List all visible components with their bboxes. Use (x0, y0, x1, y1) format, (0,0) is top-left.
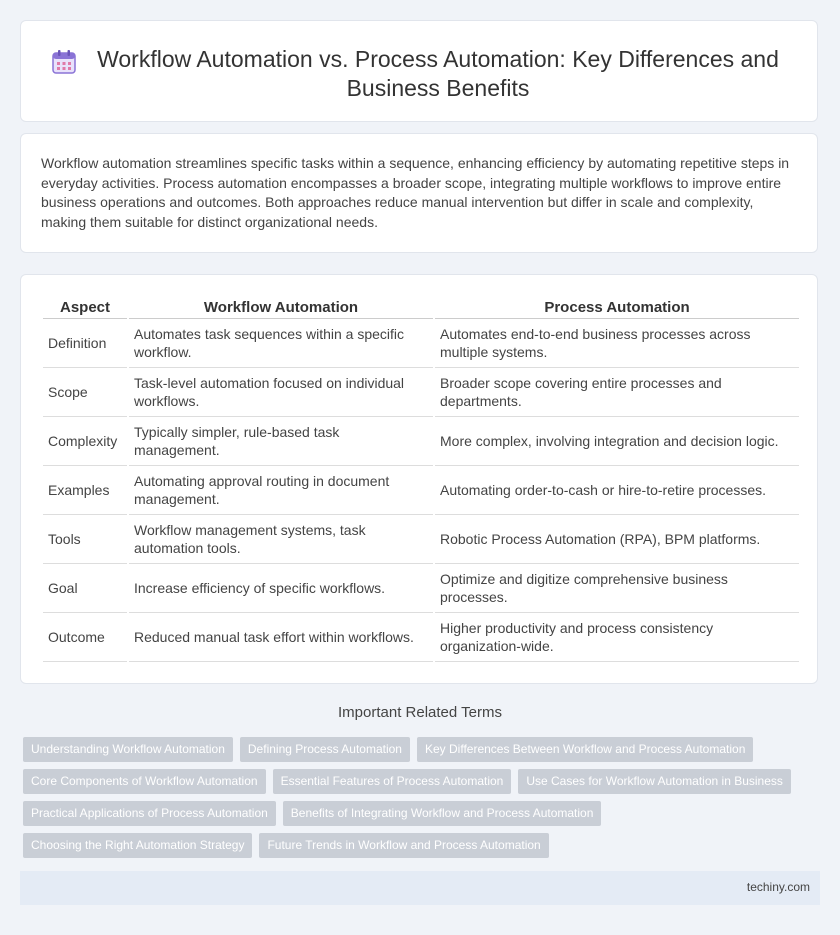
workflow-cell: Task-level automation focused on individual workflows. (128, 368, 434, 417)
process-cell: Optimize and digitize comprehensive business processes. (434, 564, 799, 613)
process-cell: More complex, involving integration and decision logic. (434, 417, 799, 466)
aspect-cell: Complexity (43, 417, 128, 466)
related-term-tag[interactable]: Use Cases for Workflow Automation in Business (518, 769, 791, 794)
related-term-tag[interactable]: Practical Applications of Process Automation (23, 801, 276, 826)
related-term-tag[interactable]: Core Components of Workflow Automation (23, 769, 266, 794)
aspect-cell: Goal (43, 564, 128, 613)
related-term-tag[interactable]: Key Differences Between Workflow and Process Automation (417, 737, 753, 762)
workflow-cell: Typically simpler, rule-based task management. (128, 417, 434, 466)
related-terms-heading: Important Related Terms (338, 704, 502, 721)
aspect-cell: Examples (43, 466, 128, 515)
header-process: Process Automation (434, 295, 799, 319)
tag-row (23, 769, 813, 794)
footer-site-link[interactable]: techiny.com (746, 880, 810, 894)
process-cell: Broader scope covering entire processes and departments. (434, 368, 799, 417)
related-term-tag[interactable]: Essential Features of Process Automation (273, 769, 512, 794)
footer (20, 871, 820, 905)
comparison-card (20, 274, 818, 684)
table-row (43, 368, 799, 417)
workflow-cell: Automates task sequences within a specific workflow. (128, 319, 434, 368)
related-term-tag[interactable]: Future Trends in Workflow and Process Automation (259, 833, 548, 858)
title-row (21, 21, 817, 103)
comparison-table (43, 295, 799, 662)
header-aspect: Aspect (43, 295, 128, 319)
aspect-cell: Definition (43, 319, 128, 368)
aspect-cell: Tools (43, 515, 128, 564)
tag-row (23, 801, 813, 826)
process-cell: Robotic Process Automation (RPA), BPM platforms. (434, 515, 799, 564)
table-row (43, 564, 799, 613)
aspect-cell: Scope (43, 368, 128, 417)
table-row (43, 417, 799, 466)
table-header-row (43, 295, 799, 319)
process-cell: Higher productivity and process consistency organization-wide. (434, 613, 799, 662)
table-row (43, 613, 799, 662)
workflow-cell: Increase efficiency of specific workflows. (128, 564, 434, 613)
workflow-cell: Reduced manual task effort within workflows. (128, 613, 434, 662)
related-term-tag[interactable]: Defining Process Automation (240, 737, 410, 762)
workflow-cell: Workflow management systems, task automation tools. (128, 515, 434, 564)
process-cell: Automating order-to-cash or hire-to-retire processes. (434, 466, 799, 515)
table-row (43, 319, 799, 368)
workflow-cell: Automating approval routing in document management. (128, 466, 434, 515)
header-workflow: Workflow Automation (128, 295, 434, 319)
related-term-tag[interactable]: Understanding Workflow Automation (23, 737, 233, 762)
tag-row (23, 737, 813, 762)
table-row (43, 466, 799, 515)
process-cell: Automates end-to-end business processes across multiple systems. (434, 319, 799, 368)
aspect-cell: Outcome (43, 613, 128, 662)
intro-card (20, 133, 818, 253)
related-terms-list (23, 737, 813, 865)
title-card (20, 20, 818, 122)
page-title: Workflow Automation vs. Process Automation: Key Differences and Business Benefits (97, 46, 779, 101)
calendar-icon (51, 49, 77, 75)
intro-text: Workflow automation streamlines specific tasks within a sequence, enhancing efficiency by automating repetitive steps in everyday activities. Process automation encompasses a broader scope, integrating multiple workflows to improve entire business operations and outcomes. Both approaches reduce manual intervention but differ in scale and complexity, making them suitable for distinct organizational needs. (41, 155, 790, 230)
related-term-tag[interactable]: Benefits of Integrating Workflow and Process Automation (283, 801, 602, 826)
table-row (43, 515, 799, 564)
related-term-tag[interactable]: Choosing the Right Automation Strategy (23, 833, 252, 858)
tag-row (23, 833, 813, 858)
